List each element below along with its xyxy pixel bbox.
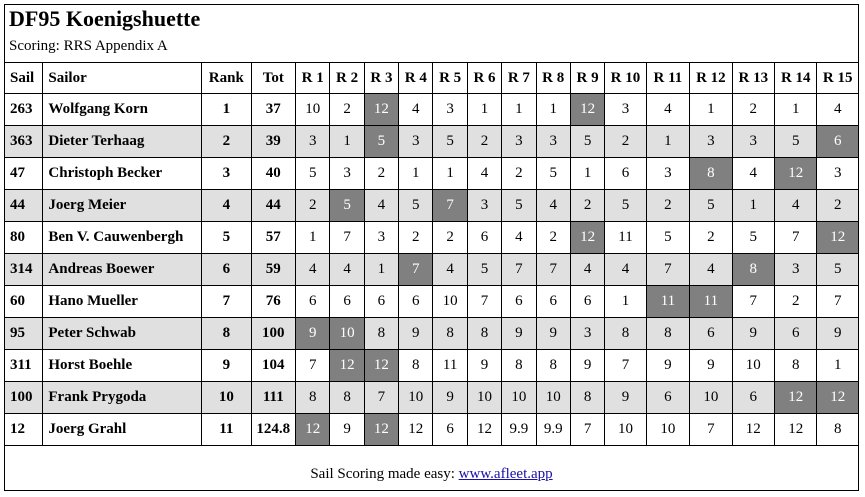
race-score-cell: 11 <box>433 350 467 382</box>
race-score-cell: 6 <box>536 286 570 318</box>
race-score-cell: 3 <box>502 126 536 158</box>
race-score-cell: 5 <box>433 126 467 158</box>
column-header: Sail <box>5 63 43 94</box>
sailor-name-cell: Hano Mueller <box>43 286 202 318</box>
page-title: DF95 Koenigshuette <box>9 6 201 31</box>
sail-number-cell: 60 <box>5 286 43 318</box>
race-score-cell: 1 <box>775 94 817 126</box>
race-score-cell: 11 <box>605 222 646 254</box>
race-score-cell: 5 <box>467 254 501 286</box>
sail-number-cell: 263 <box>5 94 43 126</box>
race-score-cell: 8 <box>467 318 501 350</box>
total-cell: 44 <box>251 190 295 222</box>
race-score-cell: 9.9 <box>502 414 536 446</box>
race-score-cell: 9 <box>817 318 859 350</box>
race-score-cell: 9 <box>646 350 689 382</box>
race-score-cell: 6 <box>690 318 732 350</box>
race-score-cell: 10 <box>502 382 536 414</box>
sail-number-cell: 314 <box>5 254 43 286</box>
race-score-cell: 5 <box>399 190 433 222</box>
race-score-cell: 4 <box>775 190 817 222</box>
sail-number-cell: 80 <box>5 222 43 254</box>
rank-cell: 5 <box>202 222 252 254</box>
race-score-cell: 4 <box>433 254 467 286</box>
race-score-cell: 9 <box>605 382 646 414</box>
race-score-cell: 8 <box>502 350 536 382</box>
race-score-cell: 7 <box>817 286 859 318</box>
rank-cell: 11 <box>202 414 252 446</box>
total-cell: 40 <box>251 158 295 190</box>
sailor-name-cell: Andreas Boewer <box>43 254 202 286</box>
column-header: R 15 <box>817 63 859 94</box>
race-score-cell: 8 <box>296 382 330 414</box>
scoring-subtitle: Scoring: RRS Appendix A <box>9 38 168 54</box>
column-header: R 3 <box>364 63 398 94</box>
race-score-cell: 5 <box>570 126 604 158</box>
race-score-cell: 4 <box>605 254 646 286</box>
race-score-cell: 6 <box>399 286 433 318</box>
column-header: R 6 <box>467 63 501 94</box>
sail-number-cell: 95 <box>5 318 43 350</box>
race-score-cell: 1 <box>399 158 433 190</box>
rank-cell: 10 <box>202 382 252 414</box>
race-score-cell: 5 <box>502 190 536 222</box>
race-score-cell: 12 <box>399 414 433 446</box>
column-header: Tot <box>251 63 295 94</box>
race-score-cell: 1 <box>364 254 398 286</box>
race-score-cell: 7 <box>570 414 604 446</box>
race-score-cell: 2 <box>330 94 364 126</box>
race-score-cell: 1 <box>296 222 330 254</box>
race-score-cell: 2 <box>296 190 330 222</box>
dropped-race-score-cell: 6 <box>817 126 859 158</box>
race-score-cell: 2 <box>536 222 570 254</box>
race-score-cell: 1 <box>732 190 774 222</box>
race-score-cell: 1 <box>433 158 467 190</box>
race-score-cell: 2 <box>467 126 501 158</box>
race-score-cell: 3 <box>330 158 364 190</box>
race-score-cell: 6 <box>502 286 536 318</box>
race-score-cell: 4 <box>296 254 330 286</box>
dropped-race-score-cell: 11 <box>646 286 689 318</box>
rank-cell: 8 <box>202 318 252 350</box>
race-score-cell: 1 <box>690 94 732 126</box>
race-score-cell: 4 <box>467 158 501 190</box>
race-score-cell: 3 <box>817 158 859 190</box>
column-header: Rank <box>202 63 252 94</box>
race-score-cell: 3 <box>536 126 570 158</box>
race-score-cell: 8 <box>364 318 398 350</box>
column-header: R 9 <box>570 63 604 94</box>
table-row <box>5 382 859 414</box>
race-score-cell: 2 <box>570 190 604 222</box>
race-score-cell: 7 <box>502 254 536 286</box>
dropped-race-score-cell: 10 <box>330 318 364 350</box>
race-score-cell: 6 <box>330 286 364 318</box>
race-score-cell: 2 <box>646 190 689 222</box>
dropped-race-score-cell: 12 <box>775 382 817 414</box>
race-score-cell: 4 <box>536 190 570 222</box>
column-header: Sailor <box>43 63 202 94</box>
sail-number-cell: 311 <box>5 350 43 382</box>
sailor-name-cell: Peter Schwab <box>43 318 202 350</box>
column-header: R 14 <box>775 63 817 94</box>
rank-cell: 1 <box>202 94 252 126</box>
sailor-name-cell: Joerg Grahl <box>43 414 202 446</box>
race-score-cell: 9 <box>502 318 536 350</box>
column-header: R 2 <box>330 63 364 94</box>
race-score-cell: 6 <box>570 286 604 318</box>
race-score-cell: 7 <box>775 222 817 254</box>
table-row <box>5 414 859 446</box>
dropped-race-score-cell: 7 <box>399 254 433 286</box>
race-score-cell: 4 <box>330 254 364 286</box>
total-cell: 57 <box>251 222 295 254</box>
sail-number-cell: 363 <box>5 126 43 158</box>
race-score-cell: 8 <box>570 382 604 414</box>
race-score-cell: 5 <box>775 126 817 158</box>
race-score-cell: 1 <box>467 94 501 126</box>
dropped-race-score-cell: 12 <box>817 222 859 254</box>
sailor-name-cell: Joerg Meier <box>43 190 202 222</box>
sailor-name-cell: Dieter Terhaag <box>43 126 202 158</box>
column-header: R 4 <box>399 63 433 94</box>
race-score-cell: 3 <box>467 190 501 222</box>
race-score-cell: 3 <box>690 126 732 158</box>
race-score-cell: 1 <box>536 94 570 126</box>
race-score-cell: 7 <box>536 254 570 286</box>
dropped-race-score-cell: 9 <box>296 318 330 350</box>
race-score-cell: 6 <box>646 382 689 414</box>
race-score-cell: 9 <box>467 350 501 382</box>
race-score-cell: 7 <box>296 350 330 382</box>
results-table <box>4 62 859 446</box>
dropped-race-score-cell: 12 <box>364 350 398 382</box>
table-row <box>5 318 859 350</box>
race-score-cell: 3 <box>570 318 604 350</box>
race-score-cell: 10 <box>467 382 501 414</box>
race-score-cell: 1 <box>817 350 859 382</box>
race-score-cell: 7 <box>646 254 689 286</box>
rank-cell: 3 <box>202 158 252 190</box>
column-header: R 1 <box>296 63 330 94</box>
race-score-cell: 10 <box>296 94 330 126</box>
dropped-race-score-cell: 12 <box>296 414 330 446</box>
race-score-cell: 1 <box>646 126 689 158</box>
table-row <box>5 286 859 318</box>
race-score-cell: 2 <box>433 222 467 254</box>
total-cell: 76 <box>251 286 295 318</box>
sailor-name-cell: Ben V. Cauwenbergh <box>43 222 202 254</box>
rank-cell: 6 <box>202 254 252 286</box>
race-score-cell: 9.9 <box>536 414 570 446</box>
race-score-cell: 6 <box>467 222 501 254</box>
column-header: R 7 <box>502 63 536 94</box>
race-score-cell: 3 <box>364 222 398 254</box>
race-score-cell: 6 <box>364 286 398 318</box>
table-row <box>5 94 859 126</box>
race-score-cell: 5 <box>732 222 774 254</box>
race-score-cell: 1 <box>605 286 646 318</box>
total-cell: 39 <box>251 126 295 158</box>
race-score-cell: 2 <box>605 126 646 158</box>
rank-cell: 7 <box>202 286 252 318</box>
race-score-cell: 9 <box>433 382 467 414</box>
race-score-cell: 5 <box>536 158 570 190</box>
race-score-cell: 9 <box>732 318 774 350</box>
race-score-cell: 4 <box>646 94 689 126</box>
total-cell: 100 <box>251 318 295 350</box>
race-score-cell: 2 <box>364 158 398 190</box>
dropped-race-score-cell: 12 <box>817 382 859 414</box>
race-score-cell: 8 <box>536 350 570 382</box>
dropped-race-score-cell: 12 <box>570 222 604 254</box>
rank-cell: 9 <box>202 350 252 382</box>
race-score-cell: 7 <box>364 382 398 414</box>
column-header: R 8 <box>536 63 570 94</box>
dropped-race-score-cell: 12 <box>570 94 604 126</box>
race-score-cell: 6 <box>433 414 467 446</box>
race-score-cell: 6 <box>775 318 817 350</box>
race-score-cell: 8 <box>646 318 689 350</box>
race-score-cell: 6 <box>605 158 646 190</box>
race-score-cell: 3 <box>646 158 689 190</box>
dropped-race-score-cell: 12 <box>775 158 817 190</box>
race-score-cell: 1 <box>502 94 536 126</box>
rank-cell: 2 <box>202 126 252 158</box>
race-score-cell: 2 <box>502 158 536 190</box>
race-score-cell: 10 <box>433 286 467 318</box>
table-row <box>5 254 859 286</box>
table-header-row <box>5 63 859 94</box>
race-score-cell: 7 <box>690 414 732 446</box>
total-cell: 59 <box>251 254 295 286</box>
race-score-cell: 2 <box>732 94 774 126</box>
table-row <box>5 222 859 254</box>
column-header: R 11 <box>646 63 689 94</box>
race-score-cell: 3 <box>775 254 817 286</box>
race-score-cell: 8 <box>605 318 646 350</box>
race-score-cell: 4 <box>399 94 433 126</box>
race-score-cell: 9 <box>570 350 604 382</box>
race-score-cell: 4 <box>502 222 536 254</box>
race-score-cell: 3 <box>433 94 467 126</box>
sail-number-cell: 47 <box>5 158 43 190</box>
race-score-cell: 8 <box>775 350 817 382</box>
total-cell: 124.8 <box>251 414 295 446</box>
race-score-cell: 3 <box>296 126 330 158</box>
race-score-cell: 2 <box>775 286 817 318</box>
column-header: R 10 <box>605 63 646 94</box>
race-score-cell: 10 <box>646 414 689 446</box>
column-header: R 5 <box>433 63 467 94</box>
sailor-name-cell: Wolfgang Korn <box>43 94 202 126</box>
sailor-name-cell: Horst Boehle <box>43 350 202 382</box>
sailor-name-cell: Christoph Becker <box>43 158 202 190</box>
dropped-race-score-cell: 12 <box>364 94 398 126</box>
race-score-cell: 2 <box>399 222 433 254</box>
race-score-cell: 12 <box>775 414 817 446</box>
dropped-race-score-cell: 5 <box>364 126 398 158</box>
race-score-cell: 7 <box>467 286 501 318</box>
race-score-cell: 6 <box>732 382 774 414</box>
race-score-cell: 12 <box>467 414 501 446</box>
race-score-cell: 10 <box>732 350 774 382</box>
race-score-cell: 2 <box>817 190 859 222</box>
dropped-race-score-cell: 11 <box>690 286 732 318</box>
race-score-cell: 3 <box>605 94 646 126</box>
rank-cell: 4 <box>202 190 252 222</box>
race-score-cell: 7 <box>330 222 364 254</box>
race-score-cell: 9 <box>690 350 732 382</box>
column-header: R 12 <box>690 63 732 94</box>
race-score-cell: 5 <box>605 190 646 222</box>
race-score-cell: 4 <box>690 254 732 286</box>
total-cell: 104 <box>251 350 295 382</box>
dropped-race-score-cell: 5 <box>330 190 364 222</box>
race-score-cell: 4 <box>364 190 398 222</box>
race-score-cell: 6 <box>296 286 330 318</box>
race-score-cell: 10 <box>536 382 570 414</box>
race-score-cell: 10 <box>399 382 433 414</box>
total-cell: 37 <box>251 94 295 126</box>
table-row <box>5 350 859 382</box>
sailor-name-cell: Frank Prygoda <box>43 382 202 414</box>
race-score-cell: 9 <box>330 414 364 446</box>
race-score-cell: 10 <box>690 382 732 414</box>
race-score-cell: 7 <box>732 286 774 318</box>
race-score-cell: 5 <box>690 190 732 222</box>
sail-number-cell: 44 <box>5 190 43 222</box>
table-row <box>5 190 859 222</box>
race-score-cell: 7 <box>605 350 646 382</box>
race-score-cell: 8 <box>817 414 859 446</box>
race-score-cell: 5 <box>296 158 330 190</box>
race-score-cell: 8 <box>330 382 364 414</box>
dropped-race-score-cell: 8 <box>732 254 774 286</box>
sail-number-cell: 12 <box>5 414 43 446</box>
race-score-cell: 5 <box>646 222 689 254</box>
race-score-cell: 8 <box>399 350 433 382</box>
race-score-cell: 3 <box>399 126 433 158</box>
race-score-cell: 4 <box>732 158 774 190</box>
race-score-cell: 2 <box>690 222 732 254</box>
race-score-cell: 9 <box>536 318 570 350</box>
table-row <box>5 126 859 158</box>
race-score-cell: 9 <box>399 318 433 350</box>
dropped-race-score-cell: 7 <box>433 190 467 222</box>
afleet-link[interactable]: www.afleet.app <box>458 466 553 482</box>
race-score-cell: 10 <box>605 414 646 446</box>
total-cell: 111 <box>251 382 295 414</box>
sail-number-cell: 100 <box>5 382 43 414</box>
race-score-cell: 3 <box>732 126 774 158</box>
footer-text: Sail Scoring made easy: <box>310 466 459 482</box>
footer <box>4 457 859 491</box>
race-score-cell: 4 <box>570 254 604 286</box>
race-score-cell: 5 <box>817 254 859 286</box>
race-score-cell: 4 <box>817 94 859 126</box>
race-score-cell: 8 <box>433 318 467 350</box>
race-score-cell: 12 <box>732 414 774 446</box>
race-score-cell: 1 <box>570 158 604 190</box>
race-score-cell: 1 <box>330 126 364 158</box>
column-header: R 13 <box>732 63 774 94</box>
table-row <box>5 158 859 190</box>
dropped-race-score-cell: 12 <box>364 414 398 446</box>
dropped-race-score-cell: 12 <box>330 350 364 382</box>
dropped-race-score-cell: 8 <box>690 158 732 190</box>
